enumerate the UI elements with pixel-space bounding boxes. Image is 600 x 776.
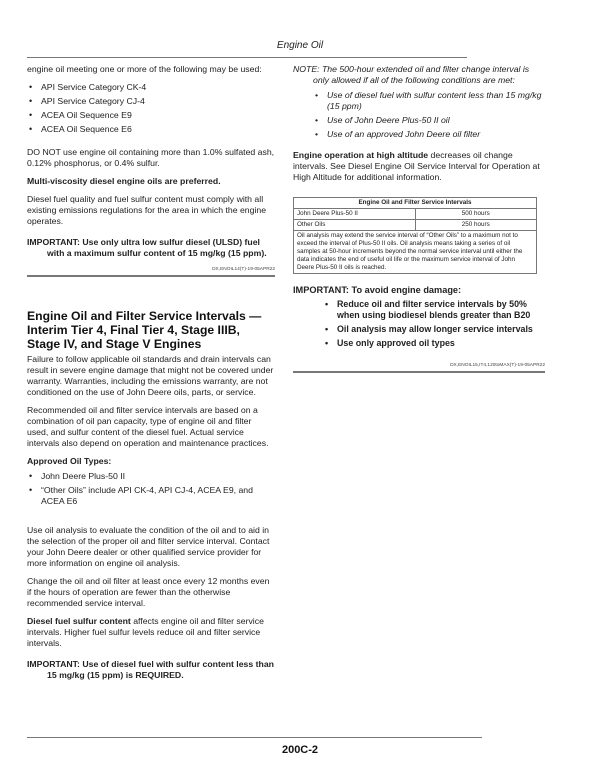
page-header-title: Engine Oil: [276, 40, 324, 51]
left-column: [27, 64, 275, 688]
important-engine-damage-list: [293, 299, 545, 349]
header-divider: [27, 57, 467, 58]
table-cell-interval: 250 hours: [415, 220, 537, 231]
important-item: • Oil analysis may allow longer service intervals: [325, 324, 545, 335]
footer-divider: [27, 737, 482, 738]
oil-spec-list: [27, 82, 275, 135]
table-cell-oil: John Deere Plus-50 II: [294, 209, 416, 220]
intro-text: engine oil meeting one or more of the following may be used:: [27, 64, 262, 74]
approved-oil-item: • “Other Oils” include API CK-4, API CJ-4, ACEA E9, and ACEA E6: [27, 485, 275, 507]
important-item: • Use only approved oil types: [325, 338, 545, 349]
reference-code: DX,ENOIL14(T)-19-05APR22: [27, 267, 275, 277]
note-condition-item: • Use of an approved John Deere oil filter: [315, 129, 545, 140]
table-footnote-row: [294, 231, 537, 274]
table-cell-oil: Other Oils: [294, 220, 416, 231]
reference-code: DX,ENOIL15,IT4,120toMAX(T)-19-05APR22: [293, 363, 545, 373]
important-engine-damage-heading: IMPORTANT: To avoid engine damage:: [293, 285, 462, 295]
note-condition-item: • Use of John Deere Plus-50 II oil: [315, 115, 545, 126]
extended-interval-note: NOTE: The 500-hour extended oil and filter change interval is only allowed if all of the following conditions are met:: [293, 64, 530, 85]
oil-analysis-paragraph: Use oil analysis to evaluate the condition of the oil and to aid in the selection of the proper oil and filter service interval. Contact your John Deere dealer or other qualified service provider for more information on engine oil analysis.: [27, 525, 270, 568]
do-not-use-text: DO NOT use engine oil containing more than 1.0% sulfated ash, 0.12% phosphorus, or 0.4% sulfur.: [27, 147, 275, 168]
change-interval-paragraph: Change the oil and oil filter at least once every 12 months even if the hours of operation are fewer than the otherwise recommended service interval.: [27, 576, 270, 608]
high-altitude-bold: Engine operation at high altitude: [293, 150, 429, 160]
table-footnote: Oil analysis may extend the service interval of “Other Oils” to a maximum not to exceed the interval of Plus-50 II oils. Oil analysis means taking a series of oil samples at 50-hour increments beyond the normal service interval until either the data indicates the end of useful oil life or the maximum service interval of John Deere Plus-50 II oils is reached.: [294, 231, 537, 274]
table-row: [294, 209, 537, 220]
service-interval-table: [293, 197, 537, 274]
approved-oil-types-heading: Approved Oil Types:: [27, 456, 112, 466]
oil-spec-item: • API Service Category CK-4: [27, 82, 275, 93]
high-altitude-paragraph: [293, 150, 545, 183]
important-item: • Reduce oil and filter service intervals by 50% when using biodiesel blends greater than B20: [325, 299, 545, 321]
important-ulsd-note: IMPORTANT: Use only ultra low sulfur diesel (ULSD) fuel with a maximum sulfur content of 15 mg/kg (15 ppm).: [27, 237, 267, 258]
high-altitude-text: decreases oil change intervals. See Diesel Engine Oil Service Interval for Operation at High Altitude for additional information.: [293, 150, 540, 182]
page-number: 200C-2: [281, 744, 319, 756]
sulfur-content-text: affects engine oil and filter service intervals. Higher fuel sulfur levels reduce oil and filter service intervals.: [27, 616, 264, 648]
note-conditions-list: [293, 90, 545, 140]
fuel-quality-text: Diesel fuel quality and fuel sulfur content must comply with all existing emissions regulations for the area in which the engine operates.: [27, 194, 267, 226]
approved-oil-list: [27, 471, 275, 507]
table-header-row: [294, 198, 537, 209]
table-title: Engine Oil and Filter Service Intervals: [294, 198, 537, 209]
recommended-paragraph: Recommended oil and filter service intervals are based on a combination of oil pan capacity, type of engine oil and filter used, and sulfur content of the diesel fuel. Actual service intervals also depend on operation and maintenance practices.: [27, 405, 269, 448]
oil-spec-item: • ACEA Oil Sequence E6: [27, 124, 275, 135]
note-condition-item: • Use of diesel fuel with sulfur content less than 15 mg/kg (15 ppm): [315, 90, 545, 112]
approved-oil-item: • John Deere Plus-50 II: [27, 471, 275, 482]
oil-spec-item: • API Service Category CJ-4: [27, 96, 275, 107]
sulfur-content-bold: Diesel fuel sulfur content: [27, 616, 131, 626]
multi-viscosity-text: Multi-viscosity diesel engine oils are preferred.: [27, 176, 221, 186]
oil-spec-item: • ACEA Oil Sequence E9: [27, 110, 275, 121]
important-sulfur-required: IMPORTANT: Use of diesel fuel with sulfur content less than 15 mg/kg (15 ppm) is REQUIRED.: [27, 659, 274, 680]
right-column: [293, 64, 545, 373]
table-cell-interval: 500 hours: [415, 209, 537, 220]
failure-paragraph: Failure to follow applicable oil standards and drain intervals can result in severe engine damage that might not be covered under warranty. Warranties, including the emissions warranty, are not conditioned on the use of John Deere oils, parts, or service.: [27, 354, 274, 397]
sulfur-content-paragraph: [27, 616, 275, 649]
section-heading: Engine Oil and Filter Service Intervals — Interim Tier 4, Final Tier 4, Stage IIIB, Stage IV, and Stage V Engines: [27, 309, 262, 351]
table-row: [294, 220, 537, 231]
